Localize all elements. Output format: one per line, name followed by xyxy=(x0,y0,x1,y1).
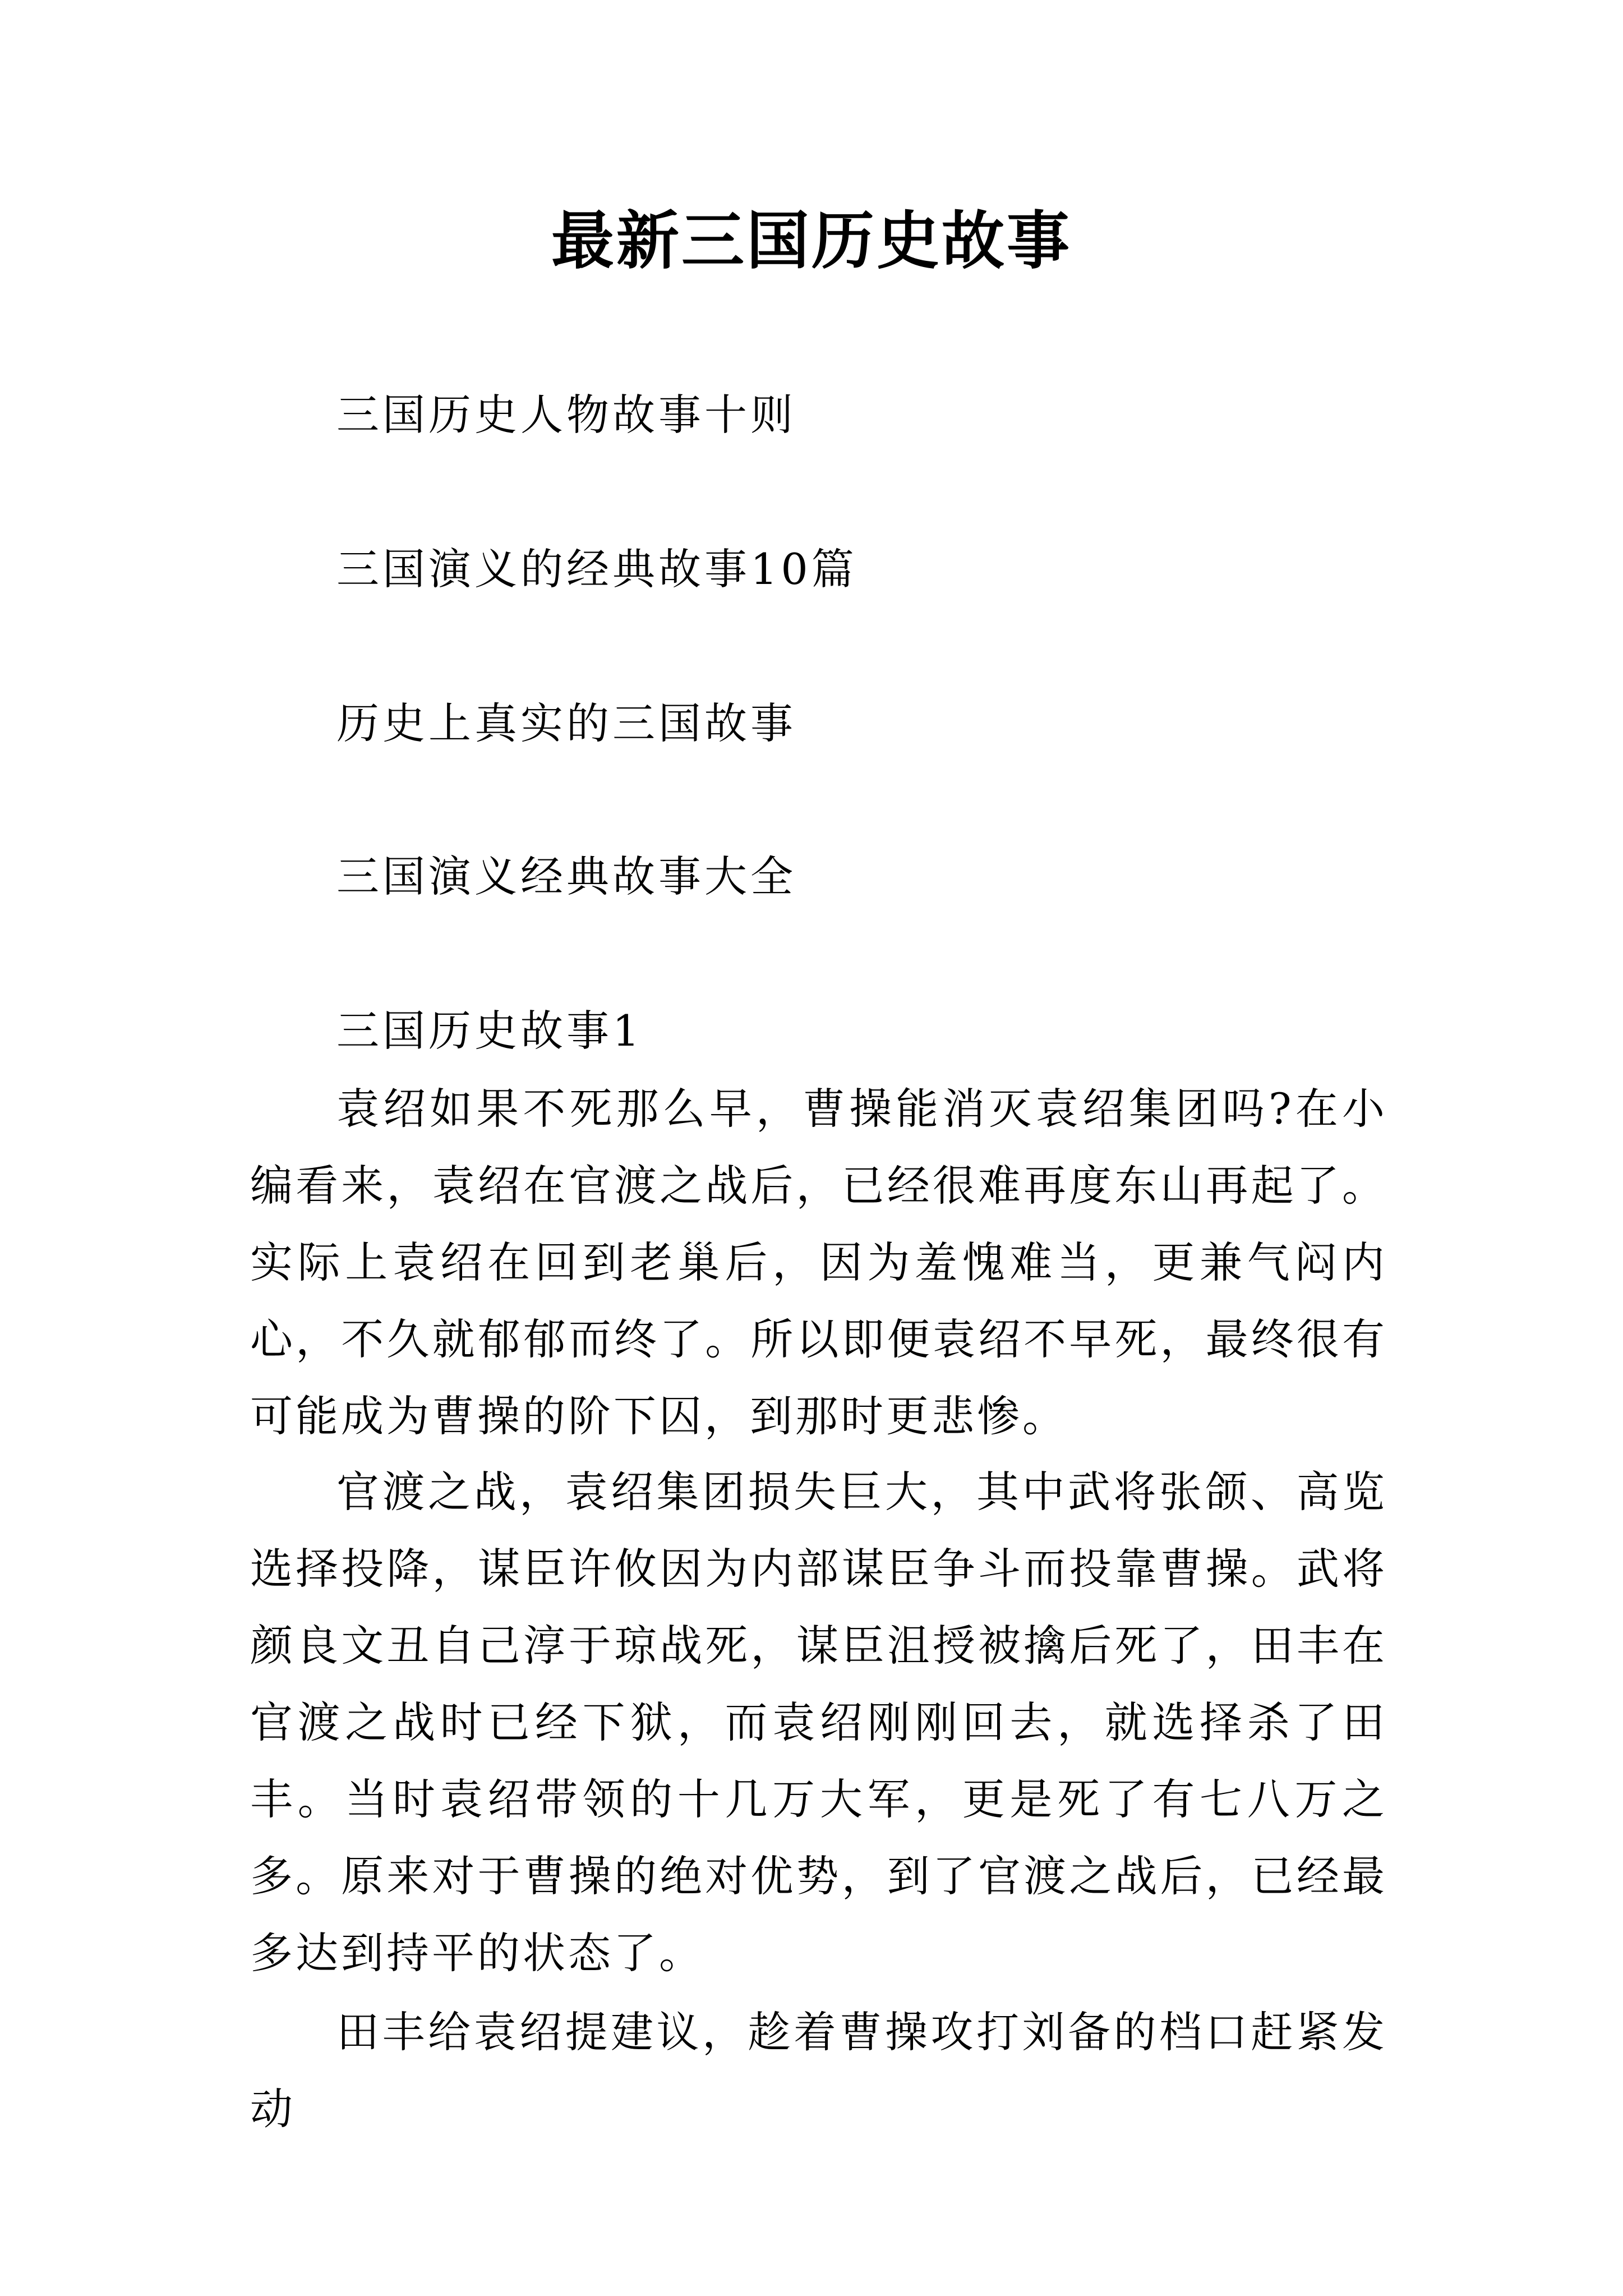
paragraph-2: 官渡之战，袁绍集团损失巨大，其中武将张颌、高览选择投降，谋臣许攸因为内部谋臣争斗而投靠曹操。武将颜良文丑自己淳于琼战死，谋臣沮授被擒后死了，田丰在官渡之战时已经下狱，而袁绍刚刚回去，就选择杀了田丰。当时袁绍带领的十几万大军，更是死了有七八万之多。原来对于曹操的绝对优势，到了官渡之战后，已经最多达到持平的状态了。 xyxy=(250,1467,1387,1978)
paragraph-3: 田丰给袁绍提建议，趁着曹操攻打刘备的档口赶紧发动 xyxy=(250,2007,1387,2134)
toc-item-1: 三国历史人物故事十则 xyxy=(336,390,796,440)
toc-item-4: 三国演义经典故事大全 xyxy=(336,852,796,901)
toc-item-2: 三国演义的经典故事10篇 xyxy=(336,544,857,594)
section-heading: 三国历史故事1 xyxy=(336,1006,643,1056)
toc-item-3: 历史上真实的三国故事 xyxy=(336,698,796,748)
page-title: 最新三国历史故事 xyxy=(551,205,1072,278)
paragraph-1: 袁绍如果不死那么早，曹操能消灭袁绍集团吗?在小编看来，袁绍在官渡之战后，已经很难再度东山再起了。实际上袁绍在回到老巢后，因为羞愧难当，更兼气闷内心，不久就郁郁而终了。所以即便袁绍不早死，最终很有可能成为曹操的阶下囚，到那时更悲惨。 xyxy=(250,1084,1387,1441)
